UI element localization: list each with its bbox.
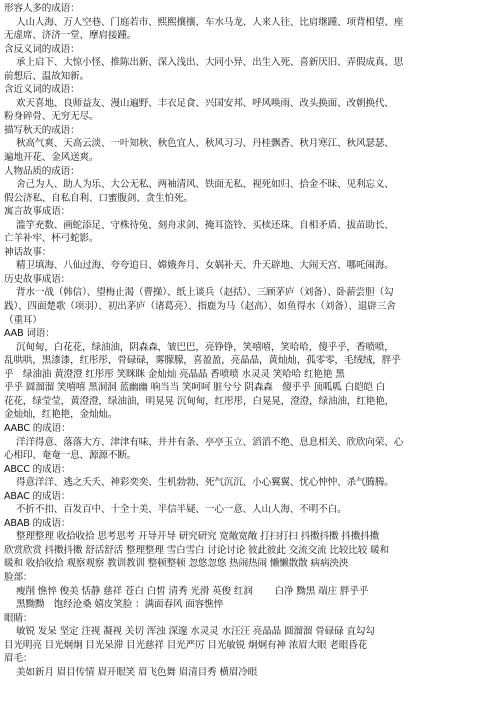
text-line: 前想后、温故知新。 [4,70,89,82]
text-line: ABCC 的成语： [4,463,71,475]
text-line: 瘦削 憔悴 俊美 恬静 慈祥 苍白 白皙 清秀 光滑 英俊 红润 白净 黝黑 端庄 胖乎乎 [16,585,369,597]
text-line: 乱哄哄，黑漆漆，红彤彤，骨碌碌，雾朦朦，喜盈盈，亮晶晶，黄灿灿，孤零零，毛绒绒，胖乎 [4,355,401,367]
text-line: 眼睛： [4,612,33,624]
text-line: AABC 的成语： [4,422,71,434]
text-line: 假公济私、自私自利、口蜜腹剑、贪生怕死。 [4,192,193,204]
text-line: 人物品质的成语： [4,165,80,177]
text-line: ABAB 的成语： [4,517,71,529]
text-line: 粉身碎骨、无穷无尽。 [4,111,99,123]
text-line: 欣赏欣赏 抖擞抖擞 舒活舒活 整理整理 雪白雪白 讨论讨论 彼此彼此 交流交流 比较比较 暖和 [4,544,389,556]
text-line: 精卫填海、八仙过海、夸夸追日、嫦娥奔月、女娲补天、升天辟地、大闹天宫、哪吒闹海。 [16,260,394,272]
text-line: ABAC 的成语： [4,490,71,502]
text-line: 遍地开花、金风送爽。 [4,152,99,164]
text-line: 背水一战（韩信）、望梅止渴（曹操）、纸上谈兵（赵括）、三顾茅庐（刘备）、卧薪尝胆（勾 [16,287,394,299]
text-line: 敏锐 发呆 坚定 注视 凝视 关切 浑浊 深邃 水灵灵 水汪汪 亮晶晶 圆溜溜 骨碌碌 直勾勾 [16,626,375,638]
text-line: 历史故事成语： [4,273,71,285]
text-line: 含近义词的成语： [4,84,80,96]
text-line: 秋高气爽、天高云淡、一叶知秋、秋色宜人、秋风习习、丹桂飘香、秋月寒江、秋风瑟瑟、 [16,138,394,150]
text-line: 描写秋天的成语： [4,124,80,136]
text-line: 乎乎 圆溜溜 笑嘻嘻 黑洞洞 蓝幽幽 响当当 笑呵呵 脏兮兮 阴森森 傻乎乎 顶呱呱 白皑皑 白 [4,382,386,394]
text-line: 含反义词的成语： [4,43,80,55]
text-line: 滥竽充数、画蛇添足、守株待兔、刻舟求剑、掩耳盗铃、买椟还珠、自相矛盾、拔苗助长、 [16,219,394,231]
text-line: 无虚席、济济一堂、摩肩接踵。 [4,30,137,42]
text-line: 黑黝黝 饱经沧桑 嬉皮笑脸 ：满面春风 面容憔悴 [16,599,224,611]
text-line: 沉甸甸，白花花，绿油油，阴森森，皱巴巴，亮铮铮，笑嘻嘻，笑哈哈，傻乎乎，香喷喷， [16,341,394,353]
text-line: 承上启下、大惊小怪、推陈出新、深入浅出、大同小异、出生入死、喜新厌旧、弄假成真、思 [16,57,404,69]
text-line: AAB 词语： [4,328,55,340]
text-line: 暖和 收拾收拾 观察观察 教训教训 整顿整顿 忽悠忽悠 热闹热闹 懒懒散散 病病泱泱 [4,558,349,570]
text-line: 形容人多的成语： [4,3,80,14]
text-line: 亡羊补牢、杯弓蛇影。 [4,233,99,245]
text-line: 不折不扣、百发百中、十全十美、半信半疑、一心一意、人山人海、不明不白。 [16,504,347,516]
text-line: 乎 绿油油 黄澄澄 红彤彤 笑眯眯 金灿灿 亮晶晶 香喷喷 水灵灵 笑哈哈 红艳艳 黑 [4,368,345,380]
text-line: 人山人海、万人空巷、门庭若市、熙熙攘攘、车水马龙、人来人往、比肩继踵、项背相望、座 [16,16,404,28]
text-line: 欢天喜地、良师益友、漫山遍野、丰衣足食、兴国安邦、呼风唤雨、改头换面、改朝换代、 [16,97,394,109]
text-line: 舍己为人、助人为乐、大公无私、两袖清风、铁面无私、视死如归、拾金不昧、见利忘义、 [16,179,394,191]
text-line: 金灿灿，红艳艳，金灿灿。 [4,409,118,421]
text-line: 寓言故事成语： [4,206,71,218]
text-line: 践）、四面楚歌（项羽）、初出茅庐（诸葛亮）、指鹿为马（赵高）、如鱼得水（刘备）、退辟三舍 [4,301,396,313]
text-line: 得意洋洋、逃之夭夭、神彩奕奕、生机勃勃、死气沉沉、小心翼翼、忧心忡忡、杀气腾腾。 [16,477,394,489]
document-body [4,2,496,679]
text-line: 神话故事： [4,246,52,258]
text-line: 美如新月 眉目传情 眉开眼笑 眉飞色舞 眉清目秀 横眉冷眼 [16,666,258,678]
text-line: 花花，绿莹莹，黄澄澄，绿油油，明晃晃 沉甸甸，红彤彤，白晃晃，澄澄，绿油油，红艳艳， [4,395,395,407]
text-line: 洋洋得意、落落大方、津津有味、井井有条、亭亭玉立、滔滔不绝、息息相关、欣欣向荣、心 [16,436,404,448]
text-line: 心相印、奄奄一息、源源不断。 [4,450,137,462]
text-line: （重耳） [4,314,42,326]
text-line: 整理整理 收拾收拾 思考思考 开导开导 研究研究 宽敞宽敞 打扫打扫 抖擞抖擞 抖擞抖擞 [16,531,380,543]
text-line: 目光明亮 目光炯炯 目光呆滞 目光慈祥 目光严厉 目光敏锐 炯炯有神 浓眉大眼 老眼昏花 [4,639,368,651]
text-line: 眉毛： [4,653,33,665]
text-line: 脸部： [4,571,33,583]
